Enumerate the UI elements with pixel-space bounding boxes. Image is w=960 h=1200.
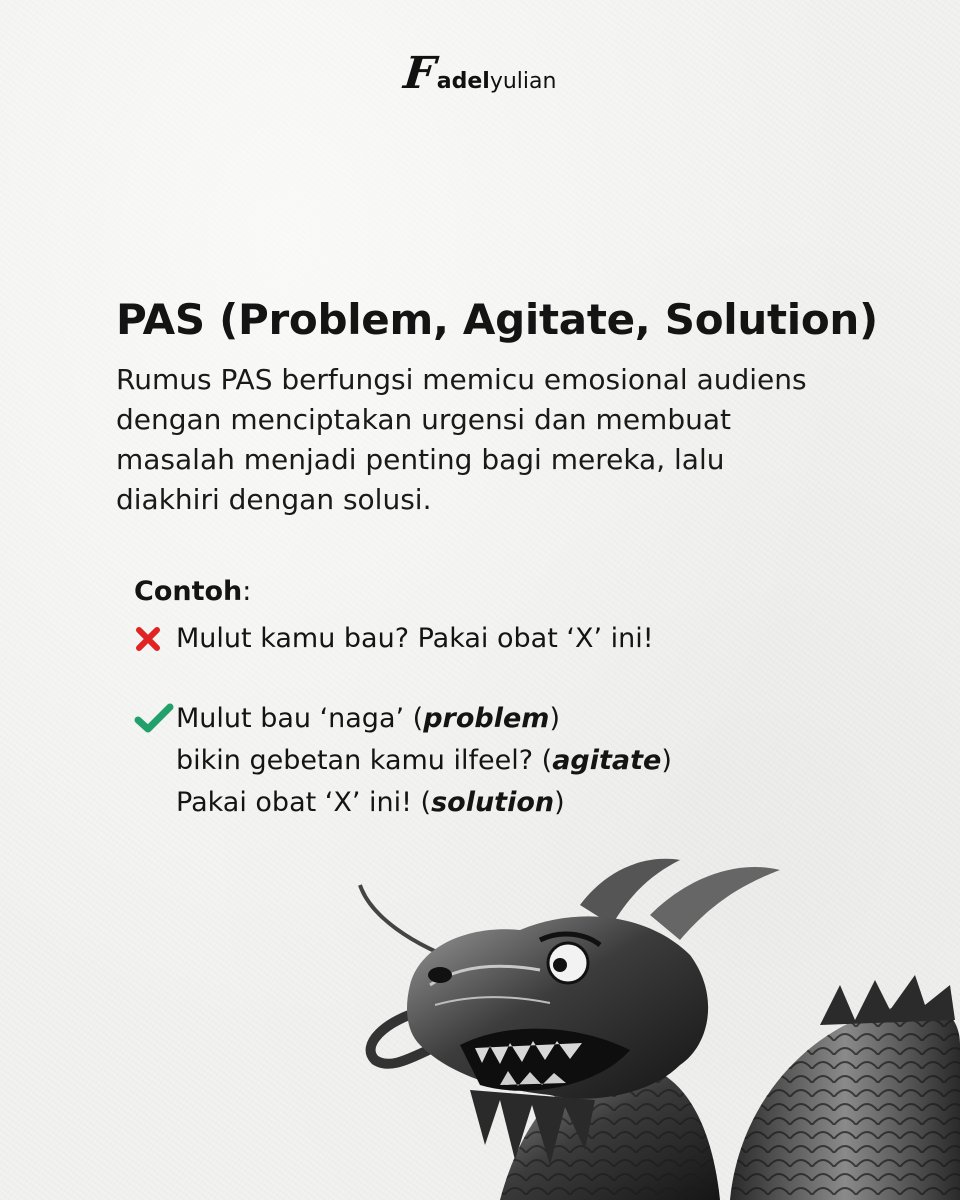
good-example [134, 698, 672, 824]
cross-icon [134, 618, 176, 660]
brand-initial: F [400, 48, 438, 99]
good-example-line-problem: Mulut bau ‘naga’ (problem) [176, 703, 560, 734]
dragon-illustration [350, 845, 960, 1200]
bad-example-text: Mulut kamu bau? Pakai obat ‘X’ ini! [176, 623, 654, 654]
bad-example [134, 618, 654, 660]
check-icon [134, 698, 176, 740]
brand-name-light: yulian [489, 69, 557, 94]
example-label-colon: : [242, 576, 252, 607]
example-label-text: Contoh [134, 576, 243, 607]
good-example-line-agitate: bikin gebetan kamu ilfeel? (agitate) [176, 745, 672, 776]
brand-name-bold: adel [436, 69, 490, 94]
good-example-lines [176, 698, 672, 824]
example-label [134, 574, 251, 610]
description: Rumus PAS berfungsi memicu emosional audiens dengan menciptakan urgensi dan membuat masalah menjadi penting bagi mereka, lalu diakhiri dengan solusi. [116, 363, 807, 516]
good-example-line-solution: Pakai obat ‘X’ ini! (solution) [176, 787, 565, 818]
brand-logo [0, 48, 960, 99]
page-title: PAS (Problem, Agitate, Solution) [116, 295, 878, 344]
